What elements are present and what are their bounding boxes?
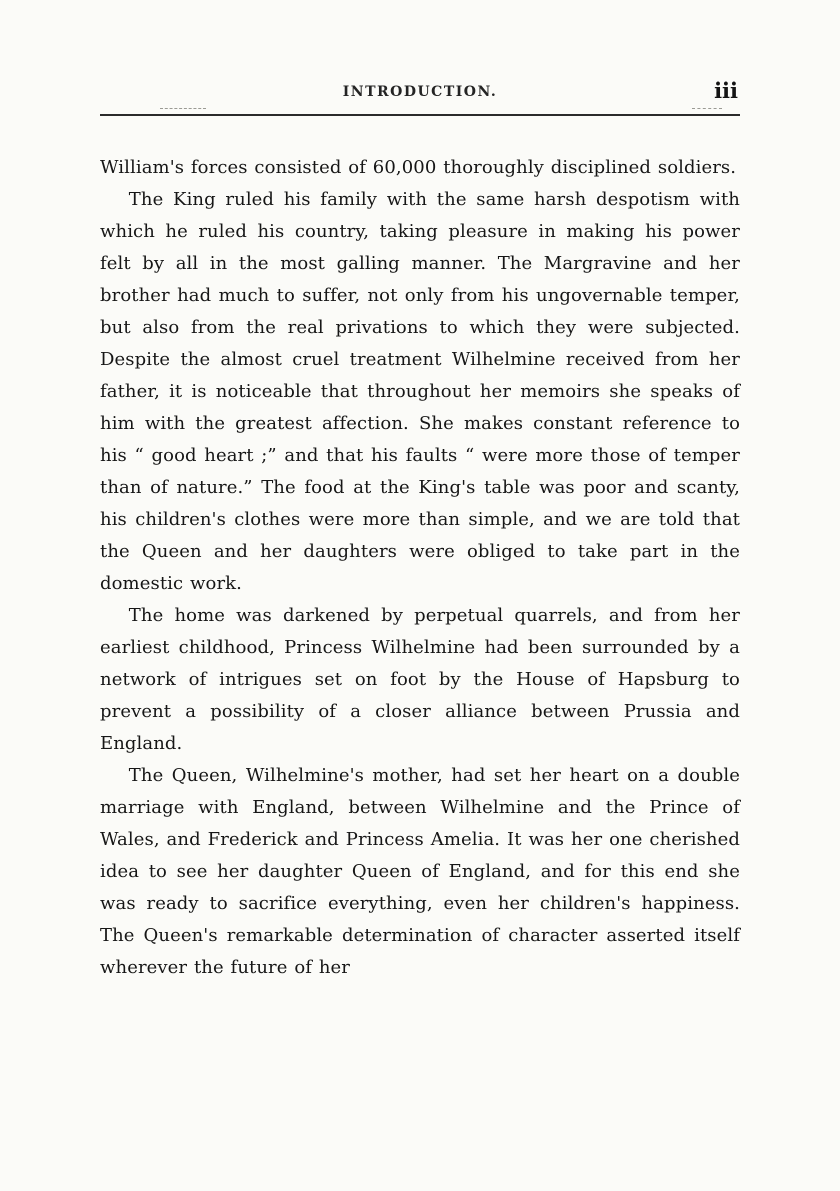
paragraph: The Queen, Wilhelmine's mother, had set her heart on a double marriage with England, between Wilhelmine and the Prince of Wales, and Frederick and Princess Amelia. It was her one cherished idea to see her daughter Queen of England, and for this end she was ready to sacrifice everything, even her children's happiness. The Queen's remarkable determination of character asserted itself wherever the future of her bbox=[100, 765, 740, 978]
page-number: iii bbox=[714, 78, 738, 103]
running-title: INTRODUCTION. bbox=[342, 84, 498, 100]
paragraph: The home was darkened by perpetual quarrels, and from her earliest childhood, Princess Wilhelmine had been surrounded by a network of intrigues set on foot by the House of Hapsburg to prevent a possibility of a closer alliance between Prussia and England. bbox=[100, 605, 740, 754]
page-body bbox=[100, 152, 740, 984]
paragraph: William's forces consisted of 60,000 thoroughly disciplined soldiers. bbox=[100, 157, 737, 178]
paragraph: The King ruled his family with the same harsh despotism with which he ruled his country, taking pleasure in making his power felt by all in the most galling manner. The Margravine and her brother had much to suffer, not only from his ungovernable temper, but also from the real privations to which they were subjected. Despite the almost cruel treatment Wilhelmine received from her father, it is noticeable that throughout her memoirs she speaks of him with the greatest affection. She makes constant reference to his “ good heart ;” and that his faults “ were more those of temper than of nature.” The food at the King's table was poor and scanty, his children's clothes were more than simple, and we are told that the Queen and her daughters were obliged to take part in the domestic work. bbox=[100, 189, 740, 594]
header-rule bbox=[100, 114, 740, 116]
page-header bbox=[100, 78, 740, 108]
